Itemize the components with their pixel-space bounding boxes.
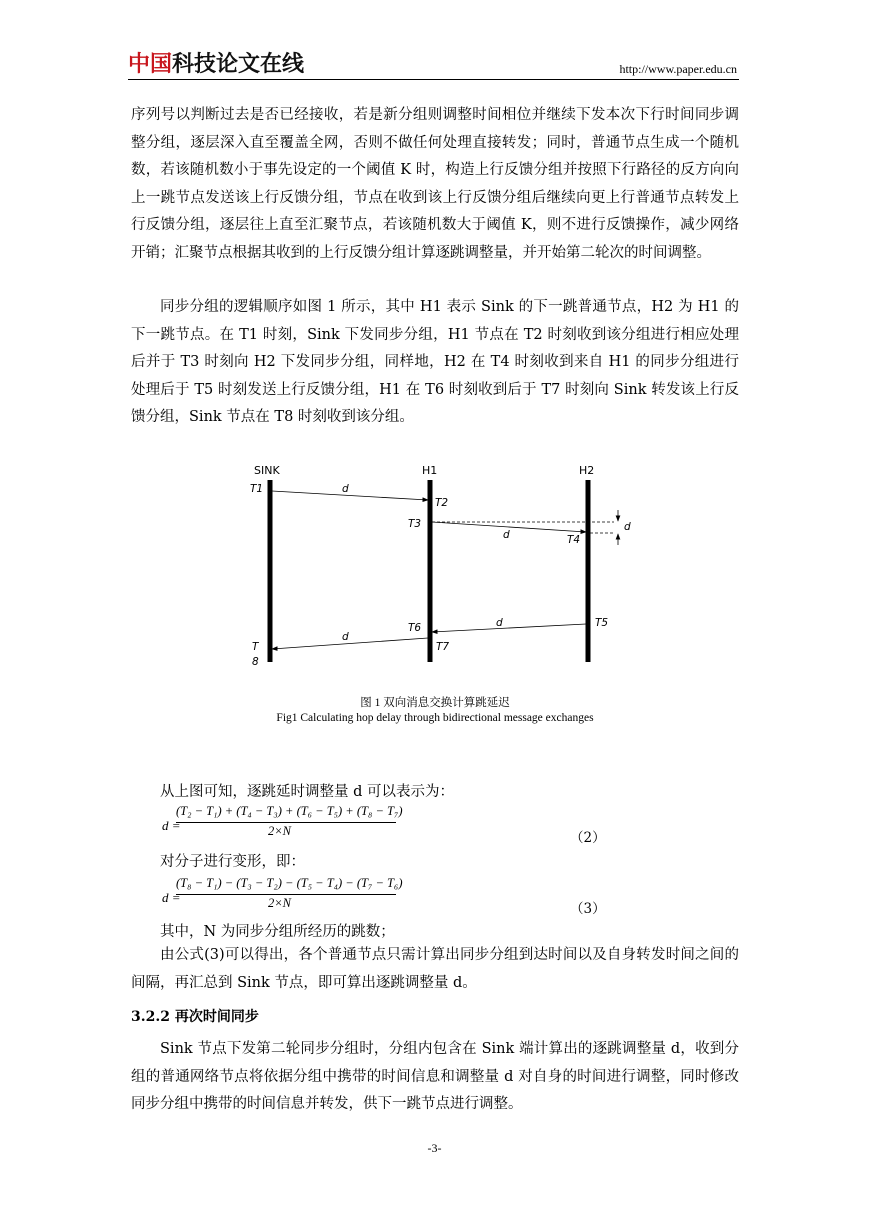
header-divider (128, 79, 739, 80)
label-t6: T6 (408, 622, 422, 634)
eq3-number: （3） (570, 901, 606, 917)
label-t4: T4 (567, 534, 581, 546)
label-t3: T3 (408, 518, 422, 530)
label-t1: T1 (250, 483, 264, 495)
text-line-where: 其中，N 为同步分组所经历的跳数； (160, 924, 395, 940)
journal-logo (128, 52, 304, 78)
logo-red-part: 中国 (128, 52, 173, 77)
paragraph-4: Sink 节点下发第二轮同步分组时，分组内包含在 Sink 端计算出的逐跳调整量 d，收到分组的普通网络节点将依据分组中携带的时间信息和调整量 d 对自身的时间进行调整，同时修改同步分组中携带的时间信息并转发，供下一跳节点进行调整。 (131, 1041, 739, 1112)
eq3-lhs: d = (162, 890, 181, 905)
node-sink-label: SINK (254, 464, 280, 477)
header-url[interactable]: http://www.paper.edu.cn (619, 62, 737, 76)
label-t7: T7 (436, 641, 450, 653)
eq3-denominator: 2×N (268, 896, 292, 910)
eq2-numerator: (T₂ − T₁) + (T₄ − T₃) + (T₆ − T₅) + (T₈ − T₇) (176, 804, 403, 818)
eq3-fraction-bar (176, 894, 396, 895)
label-d-4: d (496, 617, 503, 629)
label-d-3: d (624, 521, 631, 533)
text-line-transform: 对分子进行变形，即： (160, 854, 305, 870)
eq3-numerator: (T₈ − T₁) − (T₃ − T₂) − (T₅ − T₄) − (T₇ − T₆) (176, 876, 403, 890)
figure-1 (240, 458, 660, 678)
eq2-fraction-bar (176, 822, 396, 823)
label-t8-b: 8 (252, 656, 259, 668)
text-line-from-figure: 从上图可知，逐跳延时调整量 d 可以表示为： (160, 784, 454, 800)
label-t5: T5 (595, 617, 609, 629)
paragraph-2: 同步分组的逻辑顺序如图 1 所示，其中 H1 表示 Sink 的下一跳普通节点，H2 为 H1 的下一跳节点。在 T1 时刻，Sink 下发同步分组，H1 节点在 T2 时刻收到该分组进行相应处理后并于 T3 时刻向 H2 下发同步分组，同样地，H2 在 T4 时刻收到来自 H1 的同步分组进行处理后于 T5 时刻发送上行反馈分组，H1 在 T6 时刻收到后于 T7 时刻向 Sink 转发该上行反馈分组，Sink 节点在 T8 时刻收到该分组。 (131, 299, 739, 425)
eq2-number: （2） (570, 830, 606, 846)
label-d-1: d (342, 483, 349, 495)
equation-2 (162, 800, 412, 844)
arrow-t7-t8 (272, 638, 428, 649)
eq2-lhs: d = (162, 818, 181, 833)
paragraph-3: 由公式(3)可以得出，各个普通节点只需计算出同步分组到达时间以及自身转发时间之间的间隔，再汇总到 Sink 节点，即可算出逐跳调整量 d。 (131, 947, 739, 991)
arrow-t1-t2 (272, 491, 428, 500)
equation-3 (162, 872, 412, 916)
figure-caption-en: Fig1 Calculating hop delay through bidirectional message exchanges (276, 712, 594, 724)
label-d-5: d (342, 631, 349, 643)
paragraph-1: 序列号以判断过去是否已经接收，若是新分组则调整时间相位并继续下发本次下行时间同步调整分组，逐层深入直至覆盖全网，否则不做任何处理直接转发；同时，普通节点生成一个随机数，若该随机数小于事先设定的一个阈值 K 时，构造上行反馈分组并按照下行路径的反方向向上一跳节点发送该上行反馈分组，节点在收到该上行反馈分组后继续向更上行普通节点转发上行反馈分组，逐层往上直至汇聚节点，若该随机数大于阈值 K，则不进行反馈操作，减少网络开销；汇聚节点根据其收到的上行反馈分组计算逐跳调整量，并开始第二轮次的时间调整。 (131, 107, 739, 261)
label-t8-a: T (252, 641, 259, 653)
logo-black-part: 科技论文在线 (172, 52, 305, 77)
page-number: -3- (427, 1141, 442, 1155)
section-heading: 3.2.2 再次时间同步 (131, 1009, 259, 1025)
label-t2: T2 (435, 497, 449, 509)
arrow-t5-t6 (432, 624, 586, 632)
figure-caption-cn: 图 1 双向消息交换计算跳延迟 (360, 697, 510, 709)
node-h2-label: H2 (579, 464, 595, 477)
eq2-denominator: 2×N (268, 824, 292, 838)
label-d-2: d (503, 529, 510, 541)
node-h1-label: H1 (422, 464, 438, 477)
